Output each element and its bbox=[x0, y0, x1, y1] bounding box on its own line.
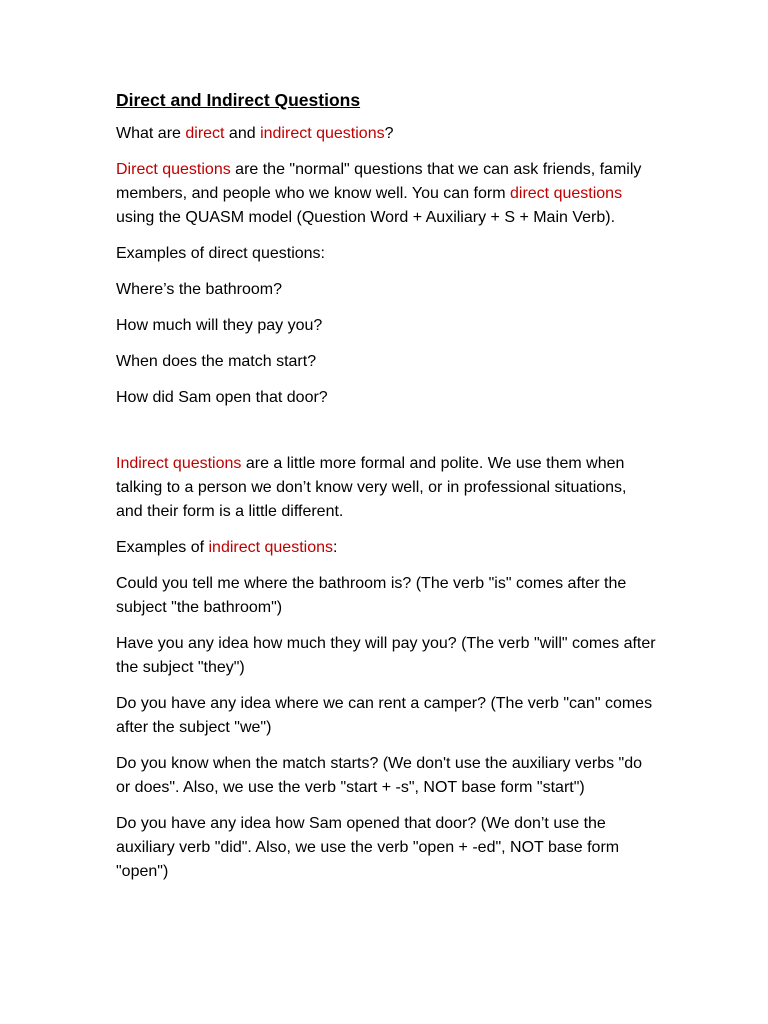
direct-term: direct questions bbox=[510, 185, 623, 202]
intro-highlight-direct: direct bbox=[185, 125, 225, 142]
indirect-definition-text: are a little more formal and polite. We use them when talking to a person we don’t know very well, or in professional situations, and their form is a little different. bbox=[116, 455, 627, 520]
indirect-example: Do you have any idea where we can rent a camper? (The verb "can" comes after the subject "we") bbox=[116, 695, 653, 736]
indirect-example: Do you have any idea how Sam opened that door? (We don’t use the auxiliary verb "did". Also, we use the verb "open + -ed", NOT base form "open") bbox=[116, 815, 620, 880]
label-text: Examples of bbox=[116, 539, 209, 556]
intro-text: and bbox=[224, 125, 261, 142]
indirect-example: Do you know when the match starts? (We don't use the auxiliary verbs "do or does". Also, we use the verb "start + -s", NOT base form "start") bbox=[116, 755, 643, 796]
direct-example: When does the match start? bbox=[116, 353, 317, 370]
indirect-term: indirect questions bbox=[208, 539, 333, 556]
indirect-term: Indirect questions bbox=[116, 455, 242, 472]
document-title: Direct and Indirect Questions bbox=[116, 90, 361, 110]
direct-definition bbox=[116, 158, 656, 230]
intro-text: What are bbox=[116, 125, 186, 142]
direct-example: How did Sam open that door? bbox=[116, 389, 328, 406]
direct-term: Direct questions bbox=[116, 161, 231, 178]
indirect-definition bbox=[116, 452, 656, 524]
direct-examples-label: Examples of direct questions: bbox=[116, 245, 325, 262]
direct-definition-text: are the "normal" questions that we can ask friends, family members, and people who we know well. You can form bbox=[116, 161, 642, 202]
indirect-examples-label bbox=[116, 536, 656, 560]
section-spacer bbox=[116, 422, 656, 452]
direct-example: Where’s the bathroom? bbox=[116, 281, 283, 298]
intro-highlight-indirect: indirect questions bbox=[260, 125, 385, 142]
direct-example: How much will they pay you? bbox=[116, 317, 323, 334]
indirect-example: Have you any idea how much they will pay you? (The verb "will" comes after the subject "they") bbox=[116, 635, 656, 676]
document-body bbox=[116, 88, 656, 896]
indirect-example: Could you tell me where the bathroom is? (The verb "is" comes after the subject "the bathroom") bbox=[116, 575, 627, 616]
direct-definition-text: using the QUASM model (Question Word + Auxiliary + S + Main Verb). bbox=[116, 209, 616, 226]
intro-question bbox=[116, 122, 656, 146]
intro-text: ? bbox=[384, 125, 394, 142]
label-text: : bbox=[333, 539, 338, 556]
